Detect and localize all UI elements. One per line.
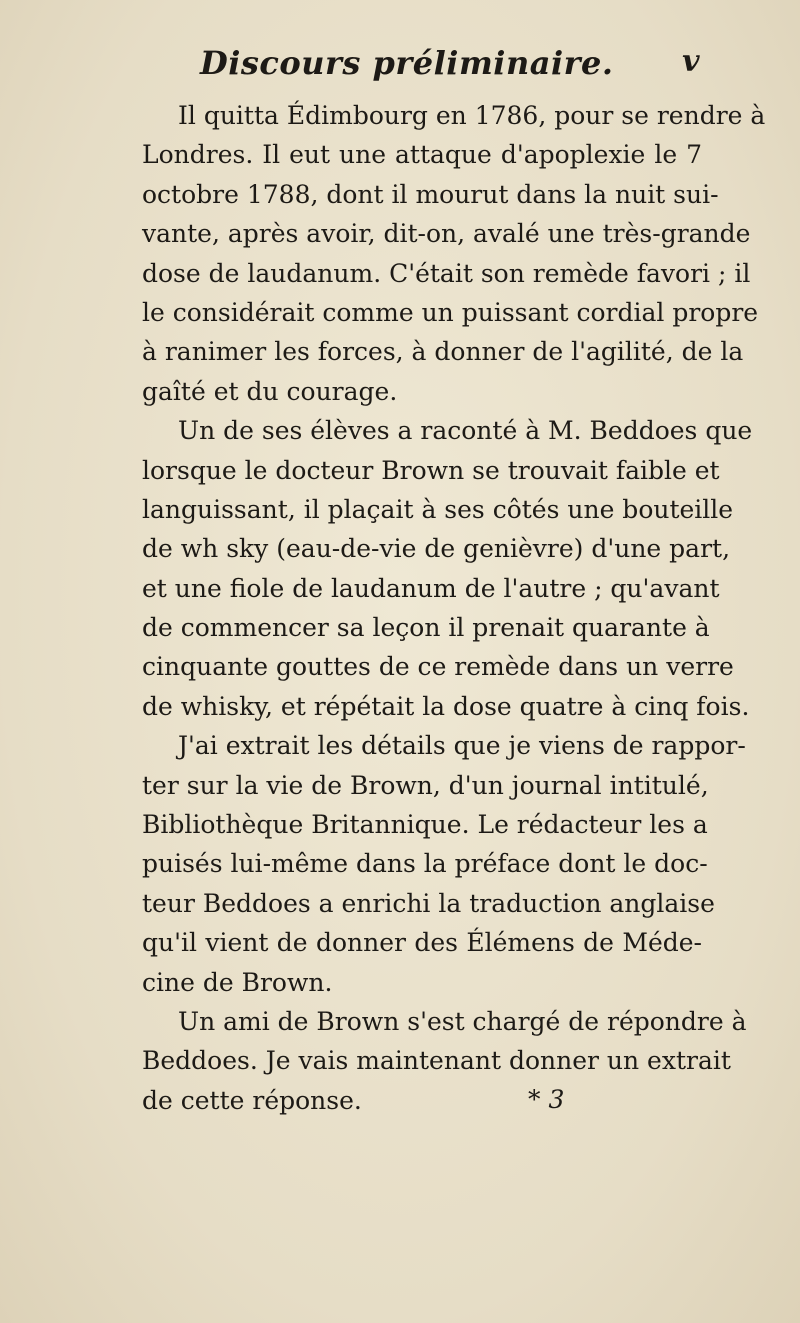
signature-mark: * 3 bbox=[528, 1085, 565, 1114]
text-line: de commencer sa leçon il prenait quarante à bbox=[142, 613, 710, 643]
page-number: v bbox=[682, 44, 700, 79]
text-line: cinquante gouttes de ce remède dans un verre bbox=[142, 652, 734, 682]
body-text bbox=[142, 96, 766, 1120]
text-line: Bibliothèque Britannique. Le rédacteur les a bbox=[142, 810, 708, 840]
text-line: vante, après avoir, dit-on, avalé une très-grande bbox=[142, 219, 751, 249]
running-header bbox=[200, 44, 700, 92]
text-line: cine de Brown. bbox=[142, 967, 333, 997]
text-line: et une fiole de laudanum de l'autre ; qu'avant bbox=[142, 573, 720, 603]
text-line: gaîté et du courage. bbox=[142, 376, 398, 406]
text-line: le considérait comme un puissant cordial propre bbox=[142, 297, 759, 327]
text-line: à ranimer les forces, à donner de l'agilité, de la bbox=[142, 337, 744, 367]
text-line: puisés lui-même dans la préface dont le doc- bbox=[142, 849, 708, 879]
text-line: de cette réponse. bbox=[142, 1085, 362, 1115]
text-line: ter sur la vie de Brown, d'un journal intitulé, bbox=[142, 770, 709, 800]
text-line: teur Beddoes a enrichi la traduction anglaise bbox=[142, 888, 715, 918]
text-line: Londres. Il eut une attaque d'apoplexie le 7 bbox=[142, 140, 702, 170]
text-line: octobre 1788, dont il mourut dans la nuit sui- bbox=[142, 179, 719, 209]
text-line: de wh sky (eau-de-vie de genièvre) d'une part, bbox=[142, 534, 731, 564]
text-line: Un ami de Brown s'est chargé de répondre à bbox=[178, 1006, 747, 1036]
text-line: lorsque le docteur Brown se trouvait faible et bbox=[142, 455, 720, 485]
text-line: qu'il vient de donner des Élémens de Méde- bbox=[142, 928, 702, 958]
text-line: J'ai extrait les détails que je viens de rappor- bbox=[178, 731, 746, 761]
text-line: languissant, il plaçait à ses côtés une bouteille bbox=[142, 494, 734, 524]
text-line: dose de laudanum. C'était son remède favori ; il bbox=[142, 258, 751, 288]
text-line: Un de ses élèves a raconté à M. Beddoes que bbox=[178, 416, 753, 446]
text-line: Il quitta Édimbourg en 1786, pour se rendre à bbox=[178, 101, 766, 130]
text-line: Beddoes. Je vais maintenant donner un extrait bbox=[142, 1046, 731, 1076]
running-title: Discours préliminaire. bbox=[200, 44, 614, 82]
text-line: de whisky, et répétait la dose quatre à cinq fois. bbox=[142, 691, 750, 721]
